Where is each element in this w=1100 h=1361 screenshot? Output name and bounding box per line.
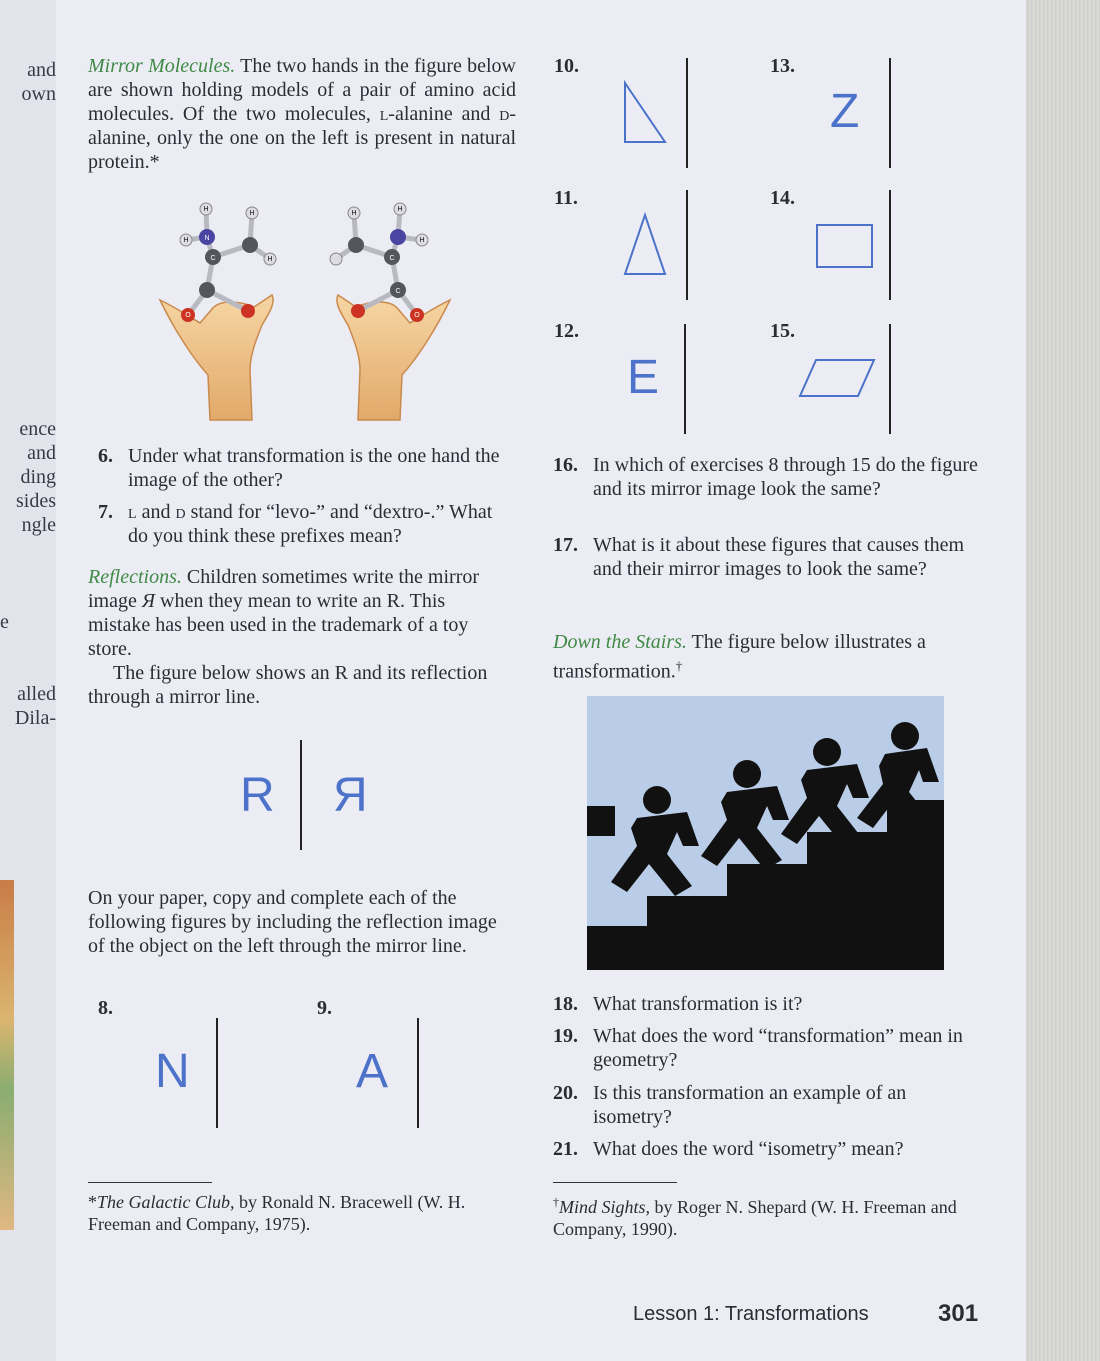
question-text: Is this transformation an example of an isometry? (593, 1082, 907, 1128)
adjacent-page-illustration (0, 880, 14, 1230)
margin-fragment: own (21, 83, 56, 105)
question-18 (553, 992, 983, 1016)
question-21 (553, 1137, 983, 1161)
atom-label: C (389, 255, 395, 262)
footnote-rule (88, 1182, 212, 1183)
section-heading-down-the-stairs: Down the Stairs. (553, 631, 687, 653)
exercise-15-number: 15. (770, 320, 795, 342)
down-the-stairs-intro: Down the Stairs. The figure below illustrates a transformation.† (553, 631, 926, 683)
question-text: What does the word “transformation” mean in geometry? (593, 1025, 963, 1071)
question-number: 16. (553, 454, 578, 476)
atom-label: O (185, 312, 191, 319)
question-text: l and d stand for “levo-” and “dextro-.” What do you think these prefixes mean? (128, 501, 493, 547)
mirror-line (300, 740, 302, 850)
atom-label: N (204, 235, 210, 242)
question-text: What is it about these figures that causes them and their mirror images to look the same? (593, 534, 965, 580)
left-hand (160, 295, 273, 420)
exercise-12-number: 12. (554, 320, 579, 342)
question-number: 21. (553, 1138, 578, 1160)
question-text: What does the word “isometry” mean? (593, 1138, 904, 1160)
atom-label: H (397, 206, 403, 213)
left-molecule-bonds (186, 209, 273, 315)
question-text: Under what transformation is the one hand the image of the other? (128, 445, 500, 491)
exercise-10-number: 10. (554, 55, 579, 77)
right-molecule-bonds (336, 209, 425, 315)
letter-r: R (240, 769, 275, 822)
exercise-14-number: 14. (770, 187, 795, 209)
mirror-line (684, 324, 686, 434)
question-number: 6. (98, 445, 113, 467)
footnote-galactic-club: *The Galactic Club, by Ronald N. Bracewell (W. H. Freeman and Company, 1975). (88, 1192, 466, 1234)
margin-fragment: and (27, 442, 56, 464)
exercise-11-isosceles-triangle (622, 212, 668, 278)
question-text: In which of exercises 8 through 15 do the figure and its mirror image look the same? (593, 454, 978, 500)
atom-label: O (414, 312, 420, 319)
mirror-line (889, 324, 891, 434)
exercise-13-number: 13. (770, 55, 795, 77)
mirror-line (889, 190, 891, 300)
atom-label: H (183, 237, 189, 244)
mirror-line (889, 58, 891, 168)
atom-label: H (249, 210, 255, 217)
margin-fragment: ence (19, 418, 56, 440)
question-7 (98, 500, 516, 548)
question-number: 18. (553, 993, 578, 1015)
question-number: 7. (98, 501, 113, 523)
margin-fragment: and (27, 59, 56, 81)
page-number: 301 (938, 1300, 979, 1327)
exercise-13-letter: Z (830, 85, 860, 138)
lesson-title-footer: Lesson 1: Transformations (633, 1303, 869, 1325)
question-number: 19. (553, 1025, 578, 1047)
exercise-8-letter: N (155, 1045, 190, 1098)
margin-fragment: sides (16, 490, 56, 512)
section-heading-reflections: Reflections. (88, 566, 182, 588)
atom-label: H (267, 256, 273, 263)
exercise-14-rectangle (814, 222, 876, 272)
mirror-line (686, 58, 688, 168)
question-17 (553, 533, 983, 581)
mirror-line (417, 1018, 419, 1128)
footnote-mind-sights: †Mind Sights, by Roger N. Shepard (W. H. Freeman and Company, 1990). (553, 1195, 957, 1239)
question-number: 20. (553, 1082, 578, 1104)
mirror-molecules-intro: Mirror Molecules. The two hands in the figure below are shown holding models of a pair of amino acid molecules. Of the two molecules, l-alanine and d-alanine, only the one on the left is present in natural protein.* (88, 55, 517, 173)
adjacent-page-strip (0, 0, 56, 1361)
margin-fragment: Dila- (14, 707, 56, 729)
question-6 (98, 444, 516, 492)
exercise-11-number: 11. (554, 187, 578, 209)
question-number: 17. (553, 534, 578, 556)
atom-label: C (395, 288, 401, 295)
atom-label: H (419, 237, 425, 244)
book-page-edges (1026, 0, 1100, 1361)
mirror-line (686, 190, 688, 300)
margin-fragment: e (0, 611, 9, 633)
mirrored-r-glyph: Я (141, 590, 156, 612)
reflections-paragraph: Reflections. Children sometimes write the mirror image Я when they mean to write an R. This mistake has been used in the trademark of a toy store. The figure below shows an R and its reflection through a mirror line. (88, 566, 488, 708)
question-19 (553, 1024, 983, 1072)
exercise-8-number: 8. (98, 997, 113, 1019)
exercise-15-parallelogram (796, 356, 878, 402)
hands-molecules-figure (150, 195, 460, 425)
margin-fragment: alled (17, 683, 56, 705)
margin-fragment: ngle (21, 514, 56, 536)
down-the-stairs-figure (587, 696, 944, 970)
exercise-10-right-triangle (620, 80, 670, 146)
question-16 (553, 453, 983, 501)
copy-instructions: On your paper, copy and complete each of the following figures by including the reflection image of the object on the left through the mirror line. (88, 887, 497, 957)
question-text: What transformation is it? (593, 993, 803, 1015)
footnote-rule (553, 1182, 677, 1183)
question-20 (553, 1081, 983, 1129)
letter-r-reflected: R (333, 769, 368, 822)
exercise-12-letter: E (627, 351, 660, 404)
section-heading-mirror-molecules: Mirror Molecules. (88, 55, 236, 77)
atom-label: H (203, 206, 209, 213)
margin-fragment: ding (20, 466, 56, 488)
exercise-9-number: 9. (317, 997, 332, 1019)
exercise-9-letter: A (356, 1045, 389, 1098)
atom-label: H (351, 210, 357, 217)
atom-label: C (210, 255, 216, 262)
mirror-line (216, 1018, 218, 1128)
